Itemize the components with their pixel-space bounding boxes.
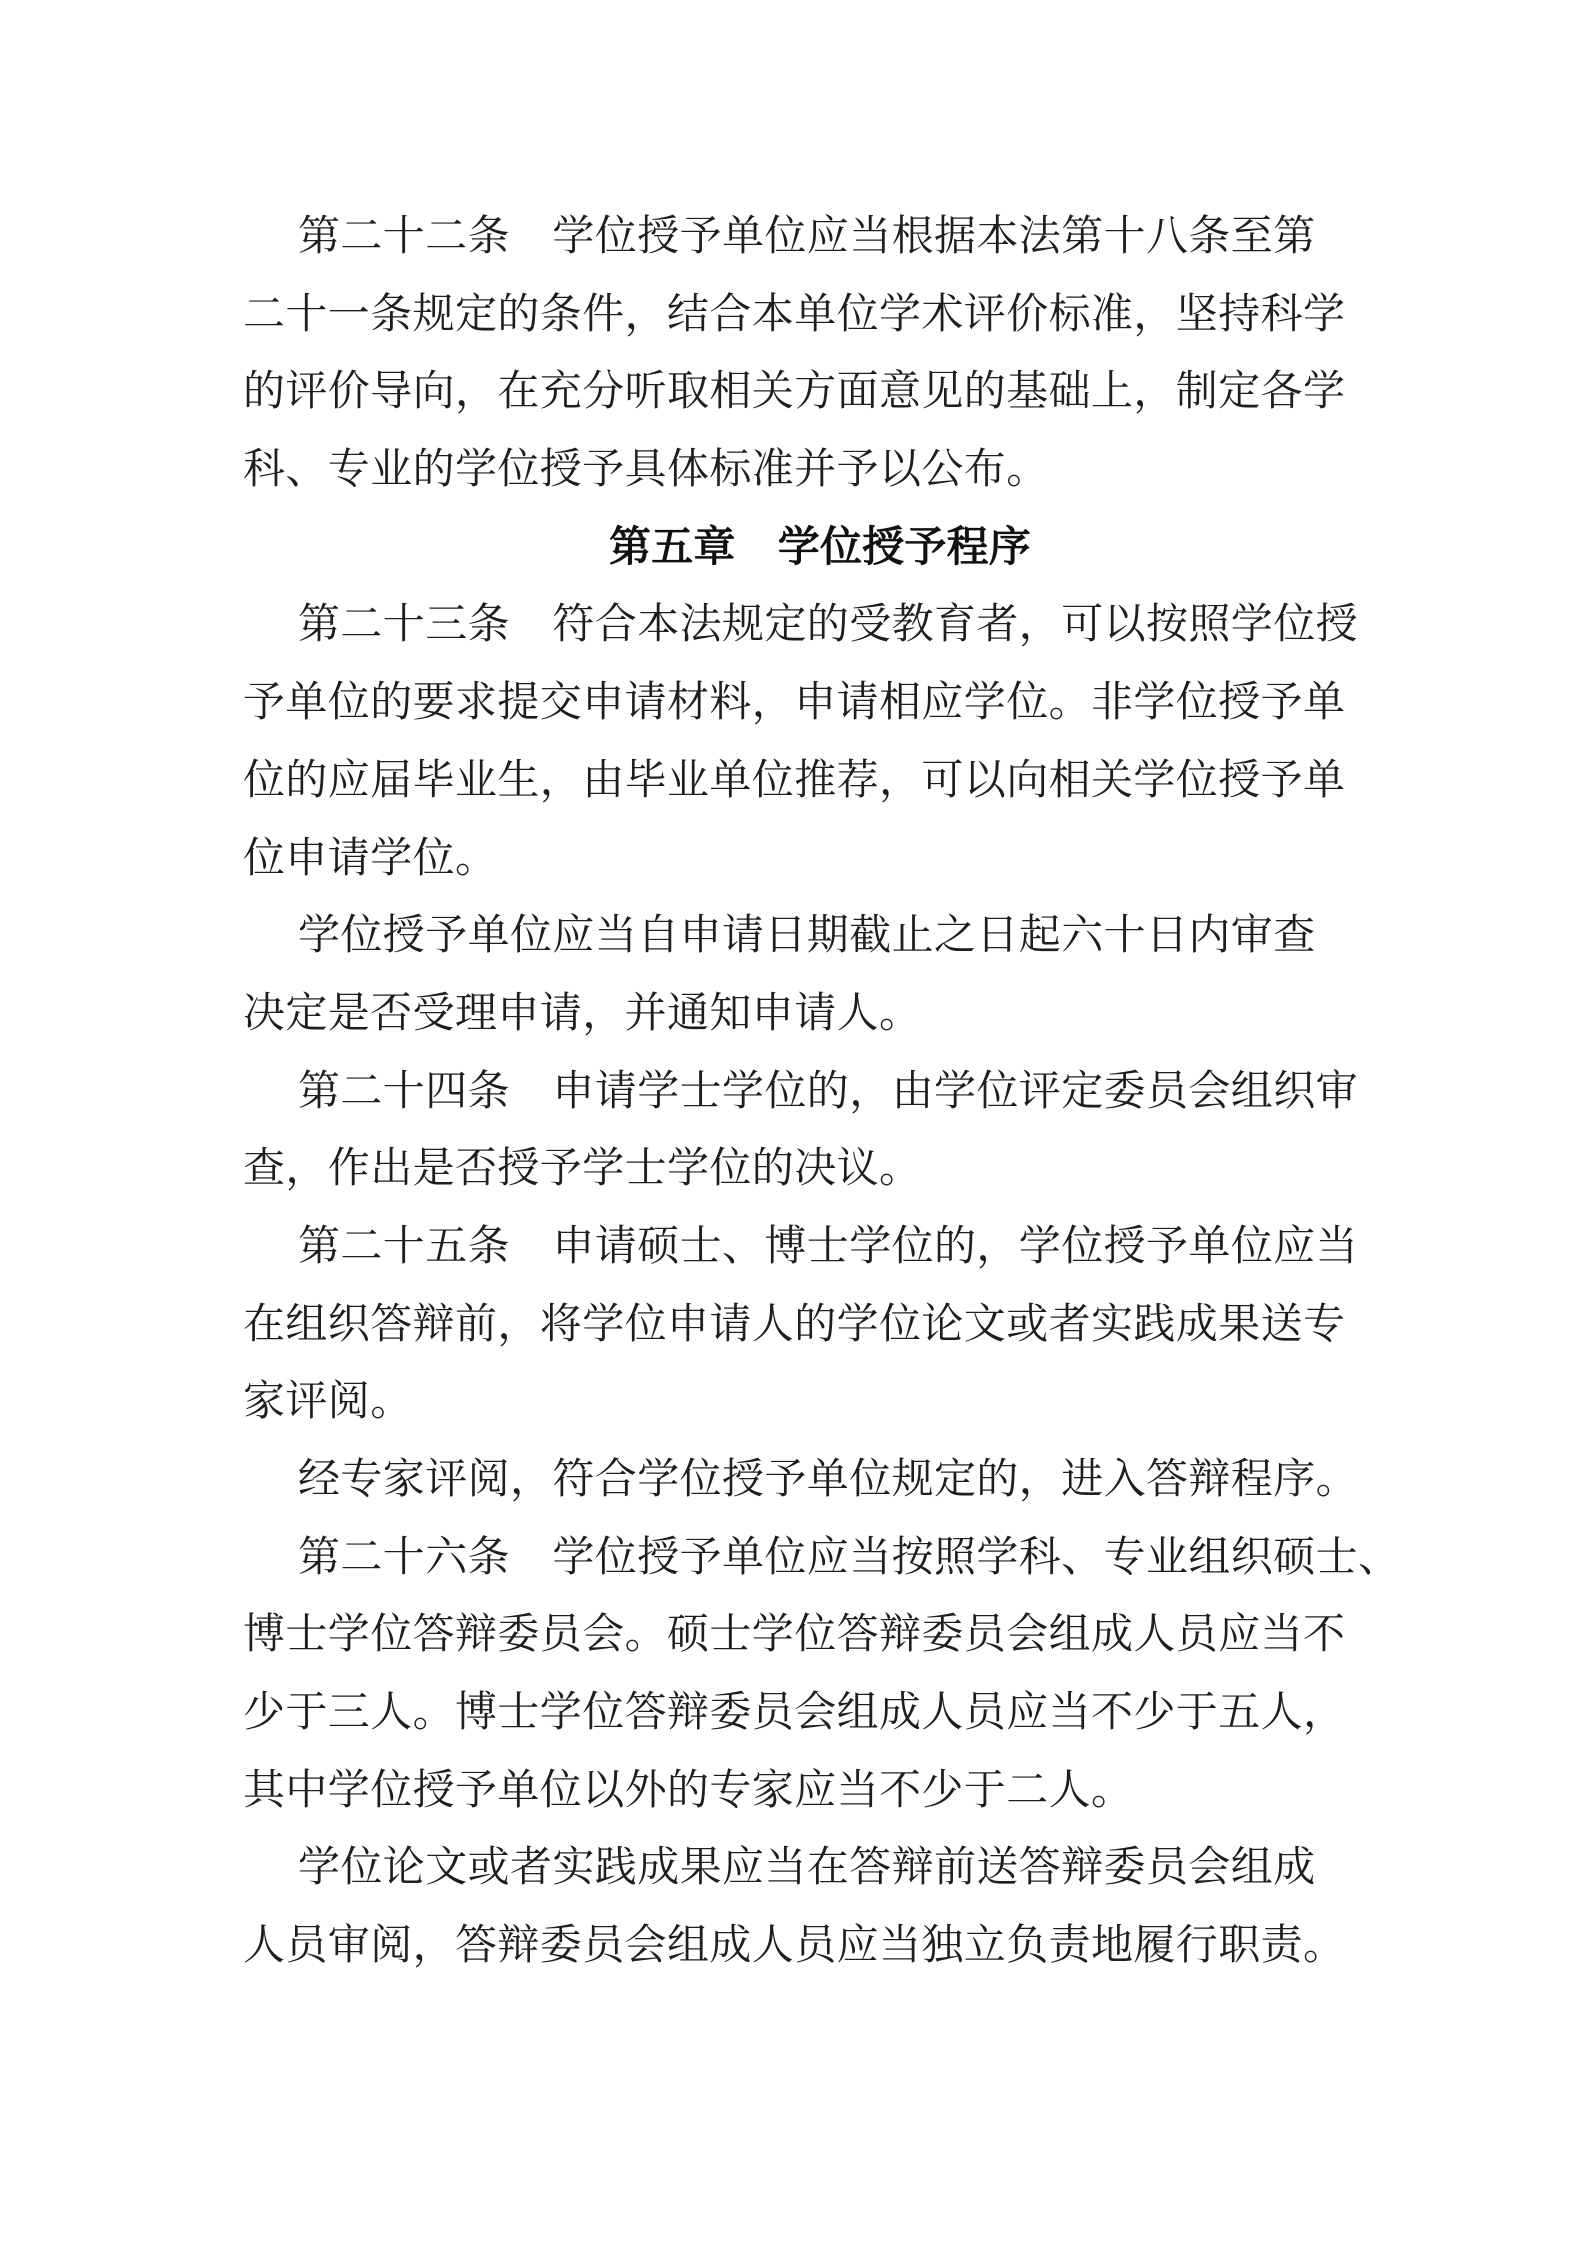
text-line: 第二十三条 符合本法规定的受教育者，可以按照学位授 [298,599,1359,649]
paragraph-article-26-clause-2 [243,1828,1373,1983]
chapter-heading: 第五章 学位授予程序 [609,521,1032,571]
text-line: 第二十四条 申请学士学位的，由学位评定委员会组织审 [298,1065,1359,1115]
text-line: 博士学位答辩委员会。硕士学位答辩委员会组成人员应当不 [243,1609,1346,1659]
text-line: 少于三人。博士学位答辩委员会组成人员应当不少于五人， [243,1687,1346,1737]
text-line: 学位论文或者实践成果应当在答辩前送答辩委员会组成 [298,1842,1316,1892]
text-line: 决定是否受理申请，并通知申请人。 [243,987,922,1037]
text-line: 予单位的要求提交申请材料，申请相应学位。非学位授予单 [243,677,1346,727]
paragraph-article-23-clause-2 [243,896,1373,1051]
document-body [243,197,1401,1984]
paragraph-article-22 [243,197,1373,508]
text-line: 第二十五条 申请硕士、博士学位的，学位授予单位应当 [298,1220,1359,1270]
text-line: 第二十六条 学位授予单位应当按照学科、专业组织硕士、 [298,1531,1401,1581]
text-line: 查，作出是否授予学士学位的决议。 [243,1143,922,1193]
text-line: 第二十二条 学位授予单位应当根据本法第十八条至第 [298,211,1316,260]
text-line: 的评价导向，在充分听取相关方面意见的基础上，制定各学 [243,366,1346,416]
text-line: 其中学位授予单位以外的专家应当不少于二人。 [243,1764,1134,1814]
paragraph-article-24 [243,1052,1373,1207]
text-line: 在组织答辩前，将学位申请人的学位论文或者实践成果送专 [243,1298,1346,1348]
paragraph-article-26 [243,1518,1401,1829]
paragraph-article-23 [243,585,1373,896]
paragraph-article-25-clause-2 [243,1440,1373,1518]
text-line: 经专家评阅，符合学位授予单位规定的，进入答辩程序。 [298,1454,1359,1503]
paragraph-article-25 [243,1207,1373,1440]
text-line: 学位授予单位应当自申请日期截止之日起六十日内审查 [298,910,1316,960]
text-line: 家评阅。 [243,1376,413,1426]
text-line: 人员审阅，答辩委员会组成人员应当独立负责地履行职责。 [243,1920,1346,1970]
text-line: 位的应届毕业生，由毕业单位推荐，可以向相关学位授予单 [243,754,1346,804]
text-line: 科、专业的学位授予具体标准并予以公布。 [243,444,1049,494]
text-line: 位申请学位。 [243,832,498,882]
text-line: 二十一条规定的条件，结合本单位学术评价标准，坚持科学 [243,288,1346,338]
